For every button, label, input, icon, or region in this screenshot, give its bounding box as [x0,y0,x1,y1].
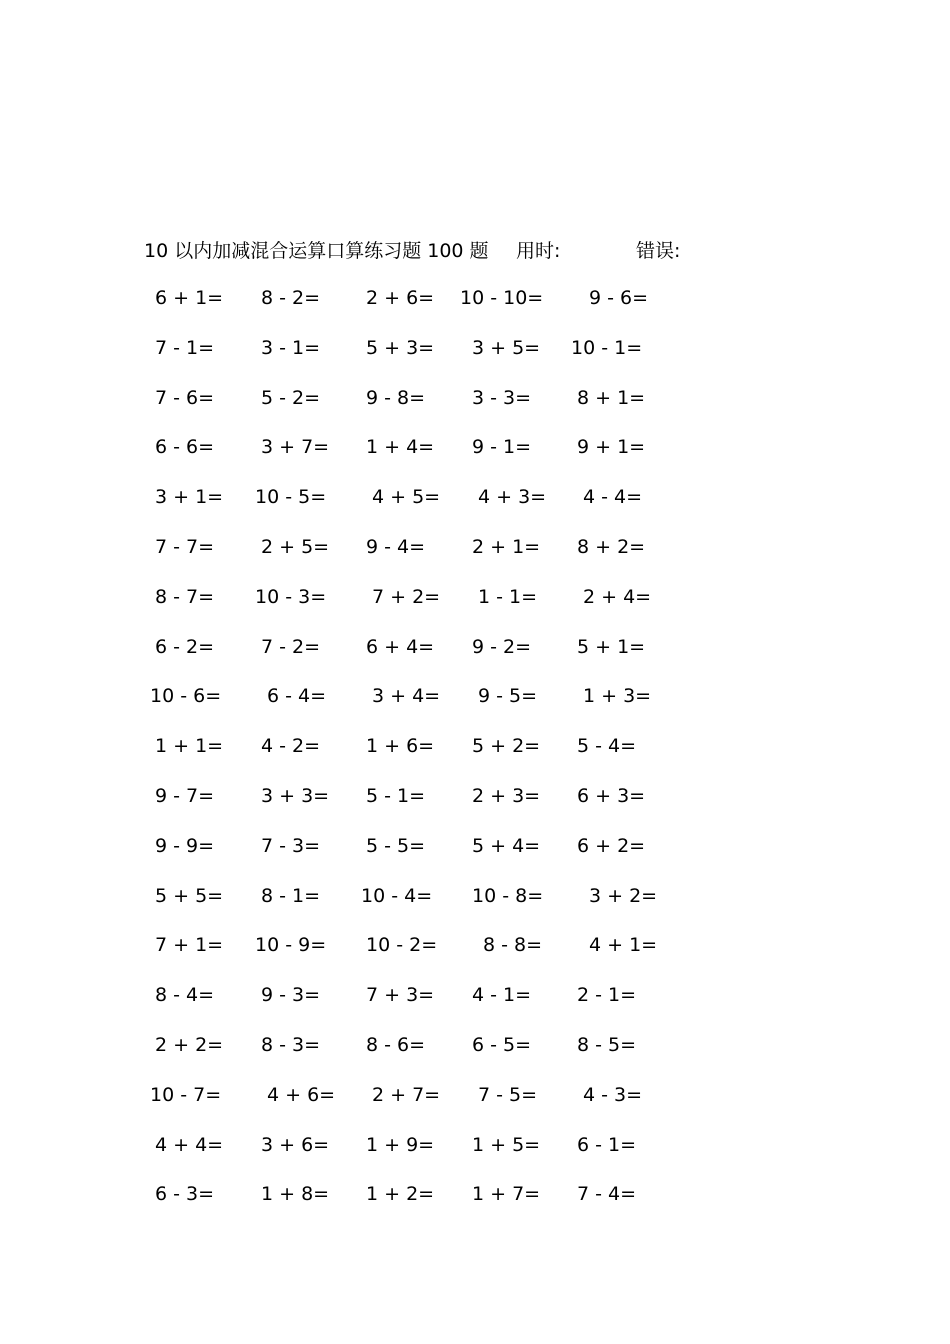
problem-item: 2 + 3= [472,784,541,807]
problem-item: 6 + 1= [155,287,224,309]
problem-item: 8 - 5= [577,1033,637,1056]
problem-item: 9 + 1= [577,436,646,459]
problem-row [0,532,950,582]
problem-item: 1 + 7= [472,1183,541,1206]
problem-item: 6 - 4= [267,685,327,708]
problem-item: 7 - 6= [155,386,215,409]
problem-item: 5 - 1= [366,784,426,807]
problem-item: 7 + 2= [372,585,441,608]
problem-item: 10 - 7= [150,1083,222,1106]
problem-item: 2 + 4= [583,585,652,608]
problem-item: 2 + 5= [261,535,330,558]
error-count-label: 错误: [636,240,681,262]
problem-item: 3 - 3= [472,386,532,409]
problem-item: 2 + 2= [155,1033,224,1056]
problem-item: 8 - 7= [155,585,215,608]
problem-item: 2 + 6= [366,287,435,309]
problem-row [0,283,950,333]
problem-item: 5 + 3= [366,336,435,359]
problem-item: 5 + 4= [472,834,541,857]
problem-item: 8 - 6= [366,1033,426,1056]
problem-item: 10 - 10= [460,287,544,309]
problem-item: 4 + 1= [589,934,658,957]
problem-item: 3 + 2= [589,884,658,907]
problem-item: 5 + 1= [577,635,646,658]
problem-row [0,781,950,831]
problem-row [0,681,950,731]
problem-item: 10 - 3= [255,585,327,608]
problem-item: 10 - 4= [361,884,433,907]
problem-item: 10 - 6= [150,685,222,708]
problem-item: 1 + 5= [472,1133,541,1156]
problem-item: 8 - 2= [261,287,321,309]
problem-item: 8 - 1= [261,884,321,907]
problem-row [0,980,950,1030]
problem-item: 8 + 2= [577,535,646,558]
problem-item: 1 + 1= [155,735,224,758]
problem-row [0,383,950,433]
problem-item: 9 - 8= [366,386,426,409]
problem-item: 1 + 3= [583,685,652,708]
problem-row [0,731,950,781]
problem-item: 10 - 8= [472,884,544,907]
problem-item: 1 + 6= [366,735,435,758]
worksheet-title: 10 以内加减混合运算口算练习题 100 题 [144,240,489,262]
problem-item: 6 + 3= [577,784,646,807]
problem-item: 7 + 3= [366,984,435,1007]
problem-row [0,432,950,482]
problem-item: 4 + 3= [478,486,547,509]
problem-item: 6 - 3= [155,1183,215,1206]
problem-item: 7 - 5= [478,1083,538,1106]
problem-item: 6 - 2= [155,635,215,658]
problem-item: 7 - 7= [155,535,215,558]
problem-item: 4 - 3= [583,1083,643,1106]
problem-item: 4 - 2= [261,735,321,758]
problem-item: 7 - 2= [261,635,321,658]
problem-item: 9 - 1= [472,436,532,459]
problem-item: 9 - 9= [155,834,215,857]
problem-item: 8 - 8= [483,934,543,957]
problem-item: 2 + 7= [372,1083,441,1106]
problem-item: 10 - 5= [255,486,327,509]
problem-grid [0,283,950,1229]
problem-item: 3 + 6= [261,1133,330,1156]
problem-row [0,1179,950,1229]
problem-item: 6 - 1= [577,1133,637,1156]
problem-item: 6 - 6= [155,436,215,459]
problem-item: 8 + 1= [577,386,646,409]
worksheet-header [0,236,950,266]
problem-item: 4 - 4= [583,486,643,509]
problem-item: 9 - 5= [478,685,538,708]
time-used-label: 用时: [516,240,561,262]
problem-item: 4 + 5= [372,486,441,509]
problem-row [0,632,950,682]
problem-item: 5 - 4= [577,735,637,758]
problem-row [0,1080,950,1130]
problem-item: 6 + 4= [366,635,435,658]
problem-row [0,333,950,383]
problem-item: 3 + 1= [155,486,224,509]
problem-item: 1 + 9= [366,1133,435,1156]
problem-item: 1 + 4= [366,436,435,459]
problem-row [0,831,950,881]
problem-item: 7 - 3= [261,834,321,857]
problem-item: 3 + 3= [261,784,330,807]
problem-item: 4 + 4= [155,1133,224,1156]
problem-item: 3 - 1= [261,336,321,359]
problem-item: 2 + 1= [472,535,541,558]
problem-row [0,1130,950,1180]
problem-item: 7 + 1= [155,934,224,957]
problem-row [0,582,950,632]
problem-item: 3 + 7= [261,436,330,459]
problem-item: 9 - 4= [366,535,426,558]
problem-item: 6 - 5= [472,1033,532,1056]
problem-item: 7 - 4= [577,1183,637,1206]
problem-item: 5 + 5= [155,884,224,907]
problem-row [0,1030,950,1080]
problem-item: 10 - 9= [255,934,327,957]
problem-item: 9 - 3= [261,984,321,1007]
problem-item: 2 - 1= [577,984,637,1007]
problem-item: 9 - 6= [589,287,649,309]
problem-item: 1 + 2= [366,1183,435,1206]
problem-row [0,482,950,532]
problem-item: 5 + 2= [472,735,541,758]
problem-item: 4 - 1= [472,984,532,1007]
problem-item: 3 + 4= [372,685,441,708]
problem-item: 10 - 2= [366,934,438,957]
problem-item: 8 - 4= [155,984,215,1007]
problem-item: 4 + 6= [267,1083,336,1106]
problem-item: 6 + 2= [577,834,646,857]
problem-item: 3 + 5= [472,336,541,359]
problem-row [0,881,950,931]
problem-item: 10 - 1= [571,336,643,359]
problem-row [0,930,950,980]
problem-item: 9 - 2= [472,635,532,658]
problem-item: 7 - 1= [155,336,215,359]
problem-item: 8 - 3= [261,1033,321,1056]
problem-item: 5 - 2= [261,386,321,409]
problem-item: 1 - 1= [478,585,538,608]
problem-item: 1 + 8= [261,1183,330,1206]
problem-item: 9 - 7= [155,784,215,807]
problem-item: 5 - 5= [366,834,426,857]
